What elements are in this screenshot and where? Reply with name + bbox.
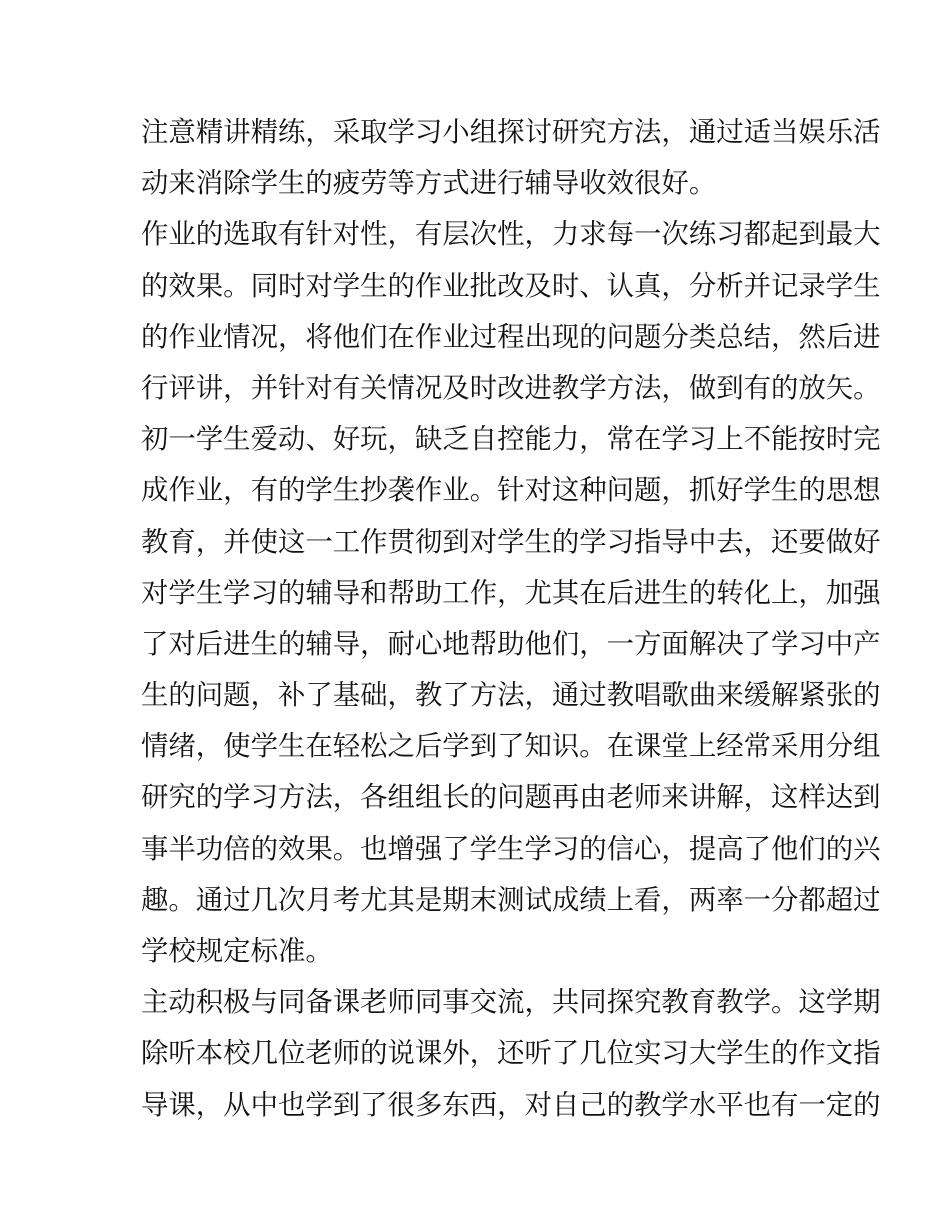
text-line: 成作业，有的学生抄袭作业。针对这种问题，抓好学生的思想 [141, 475, 881, 507]
text-line: 导课，从中也学到了很多东西，对自己的教学水平也有一定的 [141, 1089, 881, 1121]
text-line: 教育，并使这一工作贯彻到对学生的学习指导中去，还要做好 [141, 526, 881, 558]
text-line: 初一学生爱动、好玩，缺乏自控能力，常在学习上不能按时完 [141, 424, 881, 456]
text-line: 行评讲，并针对有关情况及时改进教学方法，做到有的放矢。 [141, 372, 881, 404]
text-line: 注意精讲精练，采取学习小组探讨研究方法，通过适当娱乐活 [141, 117, 881, 148]
text-line: 对学生学习的辅导和帮助工作，尤其在后进生的转化上，加强 [141, 577, 881, 609]
text-line: 动来消除学生的疲劳等方式进行辅导收效很好。 [141, 168, 717, 200]
text-line: 除听本校几位老师的说课外，还听了几位实习大学生的作文指 [141, 1038, 881, 1070]
text-line: 学校规定标准。 [141, 936, 333, 967]
text-line: 趣。通过几次月考尤其是期末测试成绩上看，两率一分都超过 [141, 884, 881, 916]
text-line: 情绪，使学生在轻松之后学到了知识。在课堂上经常采用分组 [141, 731, 881, 763]
text-line: 研究的学习方法，各组组长的问题再由老师来讲解，这样达到 [141, 782, 881, 814]
text-line: 主动积极与同备课老师同事交流，共同探究教育教学。这学期 [141, 987, 881, 1019]
text-line: 的作业情况，将他们在作业过程出现的问题分类总结，然后进 [141, 321, 881, 353]
text-line: 了对后进生的辅导，耐心地帮助他们，一方面解决了学习中产 [141, 628, 881, 660]
body-text [141, 107, 881, 1131]
text-line: 生的问题，补了基础，教了方法，通过教唱歌曲来缓解紧张的 [141, 680, 881, 712]
text-line: 事半功倍的效果。也增强了学生学习的信心，提高了他们的兴 [141, 833, 881, 865]
text-line: 作业的选取有针对性，有层次性，力求每一次练习都起到最大 [141, 219, 881, 251]
text-line: 的效果。同时对学生的作业批改及时、认真，分析并记录学生 [141, 270, 881, 302]
